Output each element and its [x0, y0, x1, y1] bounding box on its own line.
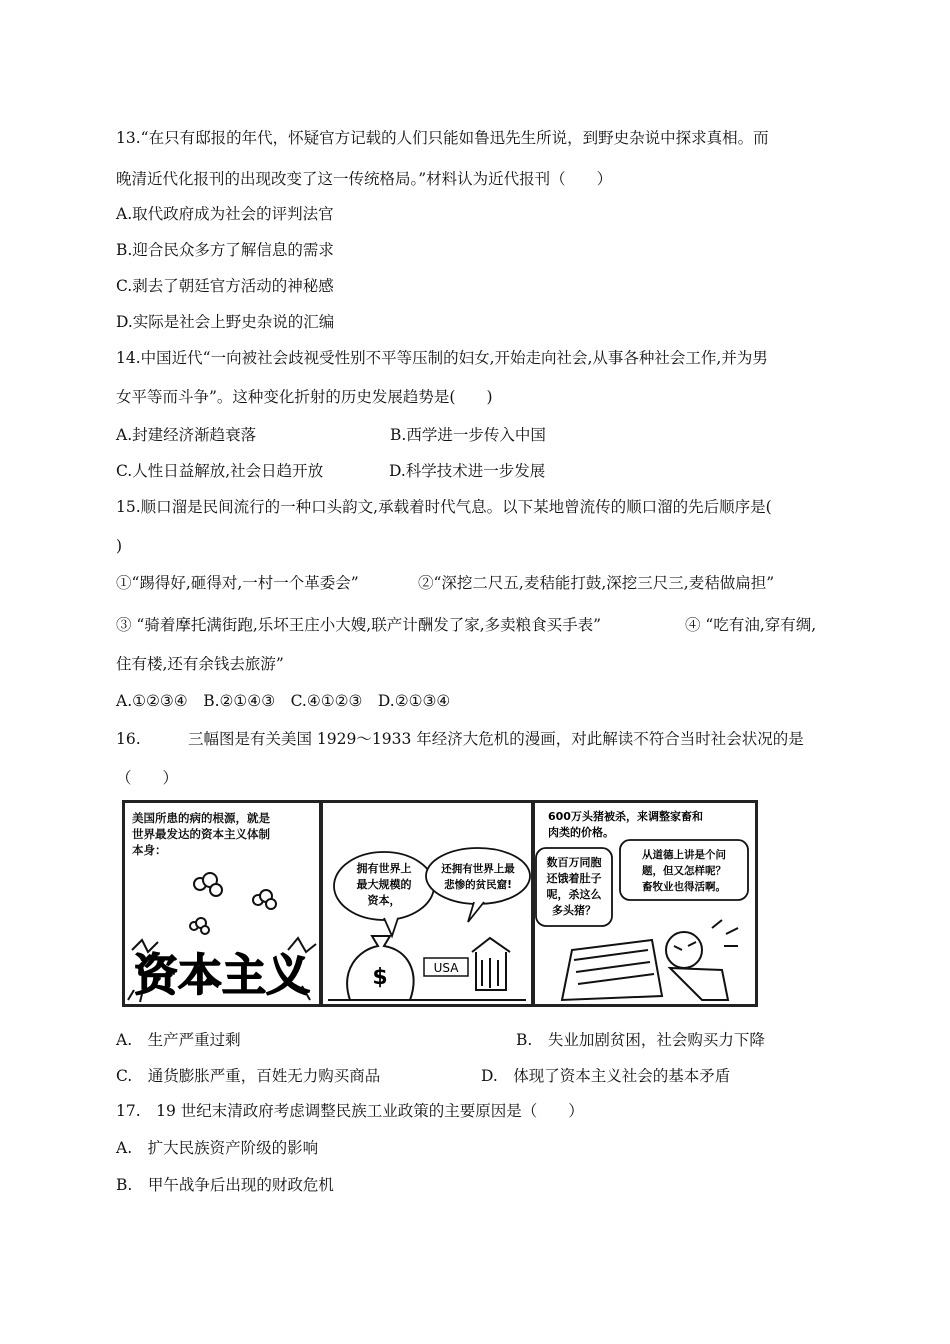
money-bag-symbol: $ — [372, 965, 388, 990]
q14-option-b: B.西学进一步传入中国 — [390, 426, 546, 444]
panel2-bubble1-line2: 最大规模的 — [356, 878, 412, 891]
panel3-bubble2-line2: 题，但又怎样呢？ — [642, 865, 726, 877]
q15-options: A.①②③④ B.②①④③ C.④①②③ D.②①③④ — [116, 692, 451, 710]
q16-option-a: A. 生产严重过剩 — [116, 1031, 241, 1049]
q14-option-c: C.人性日益解放,社会日趋开放 — [116, 462, 324, 480]
panel2-bubble1-line3: 资本， — [367, 894, 401, 907]
q15-item-3: ③ “骑着摩托满街跑,乐坏王庄小大嫂,联产计酬发了家,多卖粮食买手表” — [116, 616, 602, 634]
q16-option-d: D. 体现了资本主义社会的基本矛盾 — [481, 1067, 731, 1085]
q17-option-a: A. 扩大民族资产阶级的影响 — [116, 1139, 319, 1157]
q16-option-c: C. 通货膨胀严重，百姓无力购买商品 — [116, 1067, 381, 1085]
panel1-big-text: 资本主义 — [134, 950, 310, 1001]
panel2-bubble2-line1: 还拥有世界上最 — [441, 863, 515, 875]
panel3-bubble1-line2: 还饿着肚子 — [546, 872, 602, 885]
q17-option-b: B. 甲午战争后出现的财政危机 — [116, 1176, 334, 1194]
comic-panel-3 — [534, 802, 756, 1005]
panel3-bubble1-line1: 数百万同胞 — [546, 856, 602, 869]
panel3-bubble2-line1: 从道德上讲是个问 — [642, 849, 726, 861]
q17-stem: 17. 19 世纪末清政府考虑调整民族工业政策的主要原因是（ ） — [116, 1102, 584, 1120]
q14-option-d: D.科学技术进一步发展 — [389, 462, 546, 480]
q15-item-2: ②“深挖二尺五,麦秸能打鼓,深挖三尺三,麦秸做扁担” — [418, 574, 775, 592]
panel3-bubble1-line3: 呢，杀这么 — [546, 888, 602, 901]
q15-item-4-cont: 住有楼,还有余钱去旅游” — [116, 655, 284, 673]
comic-panel-1 — [124, 802, 320, 1005]
q13-option-d: D.实际是社会上野史杂说的汇编 — [116, 313, 335, 331]
panel3-bubble2-line3: 畜牧业也得活啊。 — [642, 881, 726, 893]
panel3-caption-line2: 肉类的价格。 — [548, 826, 614, 839]
q14-stem-line1: 14.中国近代“一向被社会歧视受性别不平等压制的妇女,开始走向社会,从事各种社会工作,并为男 — [116, 349, 768, 367]
q15-stem-line2: ) — [116, 537, 123, 555]
comic-panel-2 — [322, 802, 532, 1005]
q13-option-a: A.取代政府成为社会的评判法官 — [116, 205, 334, 223]
panel2-bubble1-line1: 拥有世界上 — [356, 862, 412, 875]
q15-item-1: ①“踢得好,砸得对,一村一个革委会” — [116, 574, 359, 592]
panel1-text-line2: 世界最发达的资本主义体制 — [132, 827, 270, 841]
panel1-text-line3: 本身： — [132, 843, 167, 857]
q16-number: 16. — [116, 730, 141, 748]
usa-label: USA — [433, 961, 459, 975]
q15-stem-line1: 15.顺口溜是民间流行的一种口头韵文,承载着时代气息。以下某地曾流传的顺口溜的先后顺序是( — [116, 498, 772, 516]
q15-item-4: ④ “吃有油,穿有绸, — [685, 616, 817, 634]
panel1-text-line1: 美国所患的病的根源，就是 — [132, 811, 270, 825]
q13-option-b: B.迎合民众多方了解信息的需求 — [116, 241, 334, 259]
q16-option-b: B. 失业加剧贫困，社会购买力下降 — [516, 1031, 765, 1049]
q16-stem: 三幅图是有关美国 1929～1933 年经济大危机的漫画，对此解读不符合当时社会状况的是 — [188, 730, 804, 748]
panel3-caption-line1: 600万头猪被杀，来调整家畜和 — [548, 810, 703, 823]
q13-stem-line1: 13.“在只有邸报的年代，怀疑官方记载的人们只能如鲁迅先生所说，到野史杂说中探求真相。而 — [116, 129, 769, 147]
panel3-bubble1-line4: 多头猪？ — [552, 904, 596, 917]
q14-stem-line2: 女平等而斗争”。这种变化折射的历史发展趋势是( ) — [116, 388, 493, 406]
q13-option-c: C.剥去了朝廷官方活动的神秘感 — [116, 277, 334, 295]
panel2-bubble2-line2: 悲惨的贫民窟! — [444, 879, 512, 891]
q16-paren: （ ） — [116, 769, 179, 787]
q16-comic-strip — [122, 800, 758, 1007]
panel2-bubble2-icon — [426, 848, 530, 904]
q14-option-a: A.封建经济渐趋衰落 — [116, 426, 257, 444]
q13-stem-line2: 晚清近代化报刊的出现改变了这一传统格局。”材料认为近代报刊（ ） — [116, 170, 613, 188]
